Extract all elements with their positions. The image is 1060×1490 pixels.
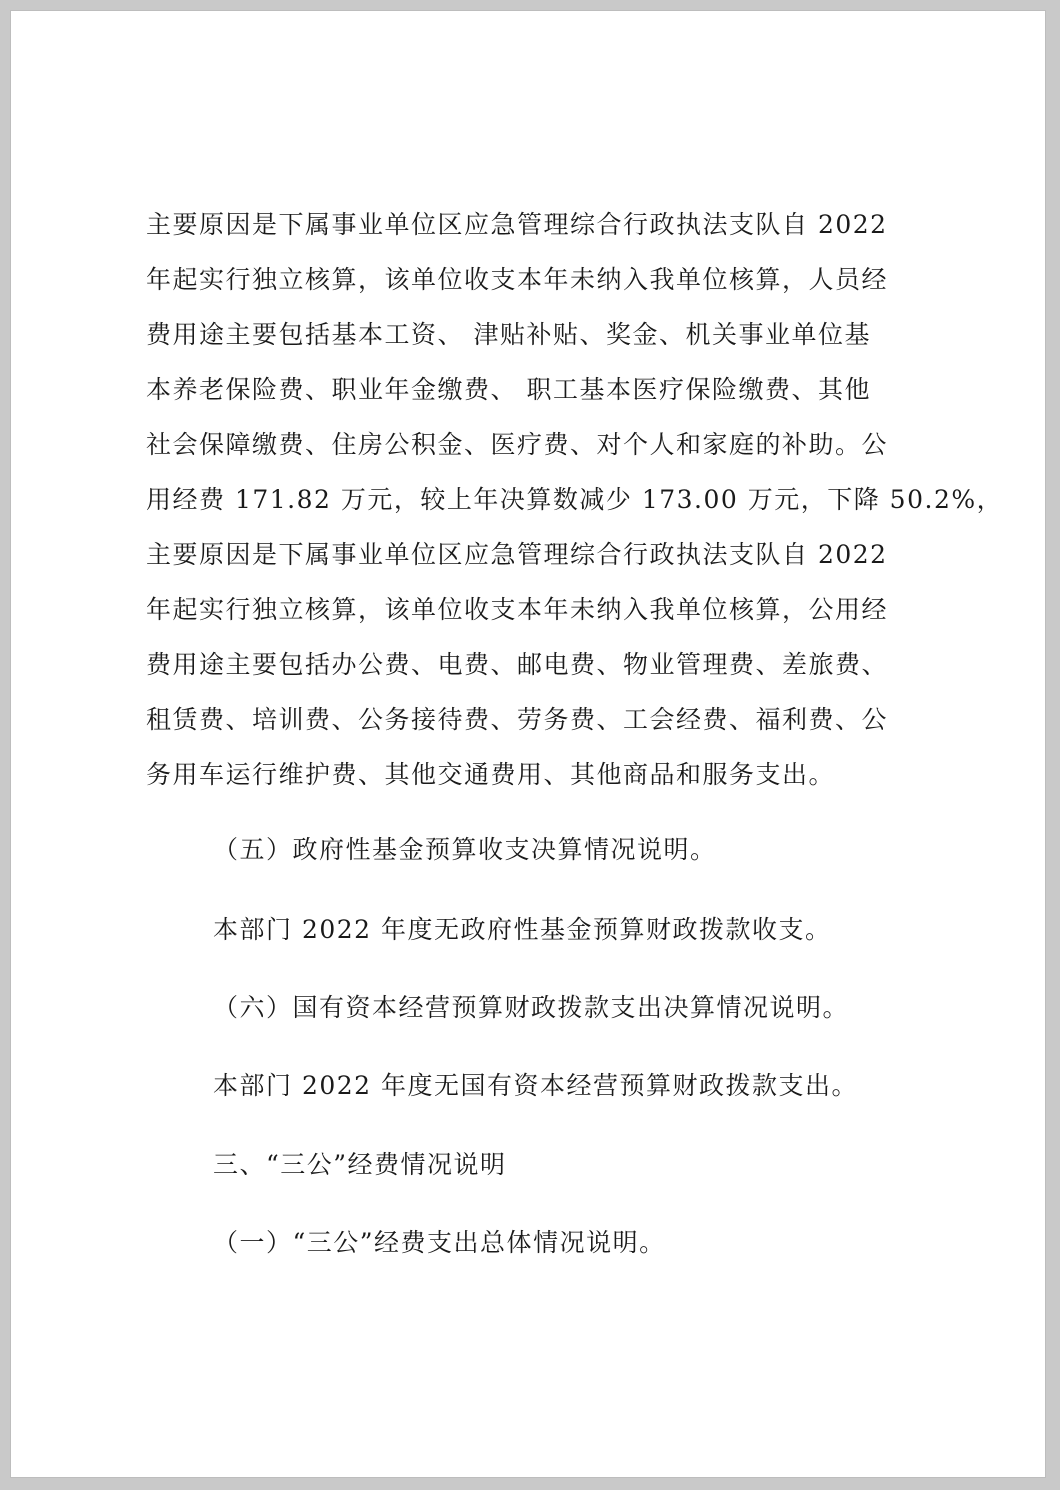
paragraph-line: 主要原因是下属事业单位区应急管理综合行政执法支队自 2022 — [146, 210, 888, 239]
paragraph-line: 年起实行独立核算，该单位收支本年未纳入我单位核算，公用经 — [146, 595, 889, 624]
paragraph-line: 主要原因是下属事业单位区应急管理综合行政执法支队自 2022 — [146, 540, 888, 569]
paragraph-line: 费用途主要包括基本工资、 津贴补贴、奖金、机关事业单位基 — [146, 320, 871, 349]
section5-body: 本部门 2022 年度无政府性基金预算财政拨款收支。 — [213, 915, 832, 944]
paragraph-line: 费用途主要包括办公费、电费、邮电费、物业管理费、差旅费、 — [146, 650, 889, 679]
section5-heading: （五）政府性基金预算收支决算情况说明。 — [213, 835, 717, 864]
section6-heading: （六）国有资本经营预算财政拨款支出决算情况说明。 — [213, 993, 850, 1022]
paragraph-line: 务用车运行维护费、其他交通费用、其他商品和服务支出。 — [146, 760, 836, 789]
paragraph-line: 年起实行独立核算，该单位收支本年未纳入我单位核算，人员经 — [146, 265, 889, 294]
part3-heading: 三、“三公”经费情况说明 — [213, 1150, 507, 1179]
paragraph-line: 租赁费、培训费、公务接待费、劳务费、工会经费、福利费、公 — [146, 705, 889, 734]
paragraph-line: 社会保障缴费、住房公积金、医疗费、对个人和家庭的补助。公 — [146, 430, 889, 459]
section6-body: 本部门 2022 年度无国有资本经营预算财政拨款支出。 — [213, 1071, 859, 1100]
part3-sub1-heading: （一）“三公”经费支出总体情况说明。 — [213, 1228, 666, 1257]
paragraph-line: 本养老保险费、职业年金缴费、 职工基本医疗保险缴费、其他 — [146, 375, 871, 404]
paragraph-line: 用经费 171.82 万元，较上年决算数减少 173.00 万元，下降 50.2%， — [146, 485, 1004, 514]
